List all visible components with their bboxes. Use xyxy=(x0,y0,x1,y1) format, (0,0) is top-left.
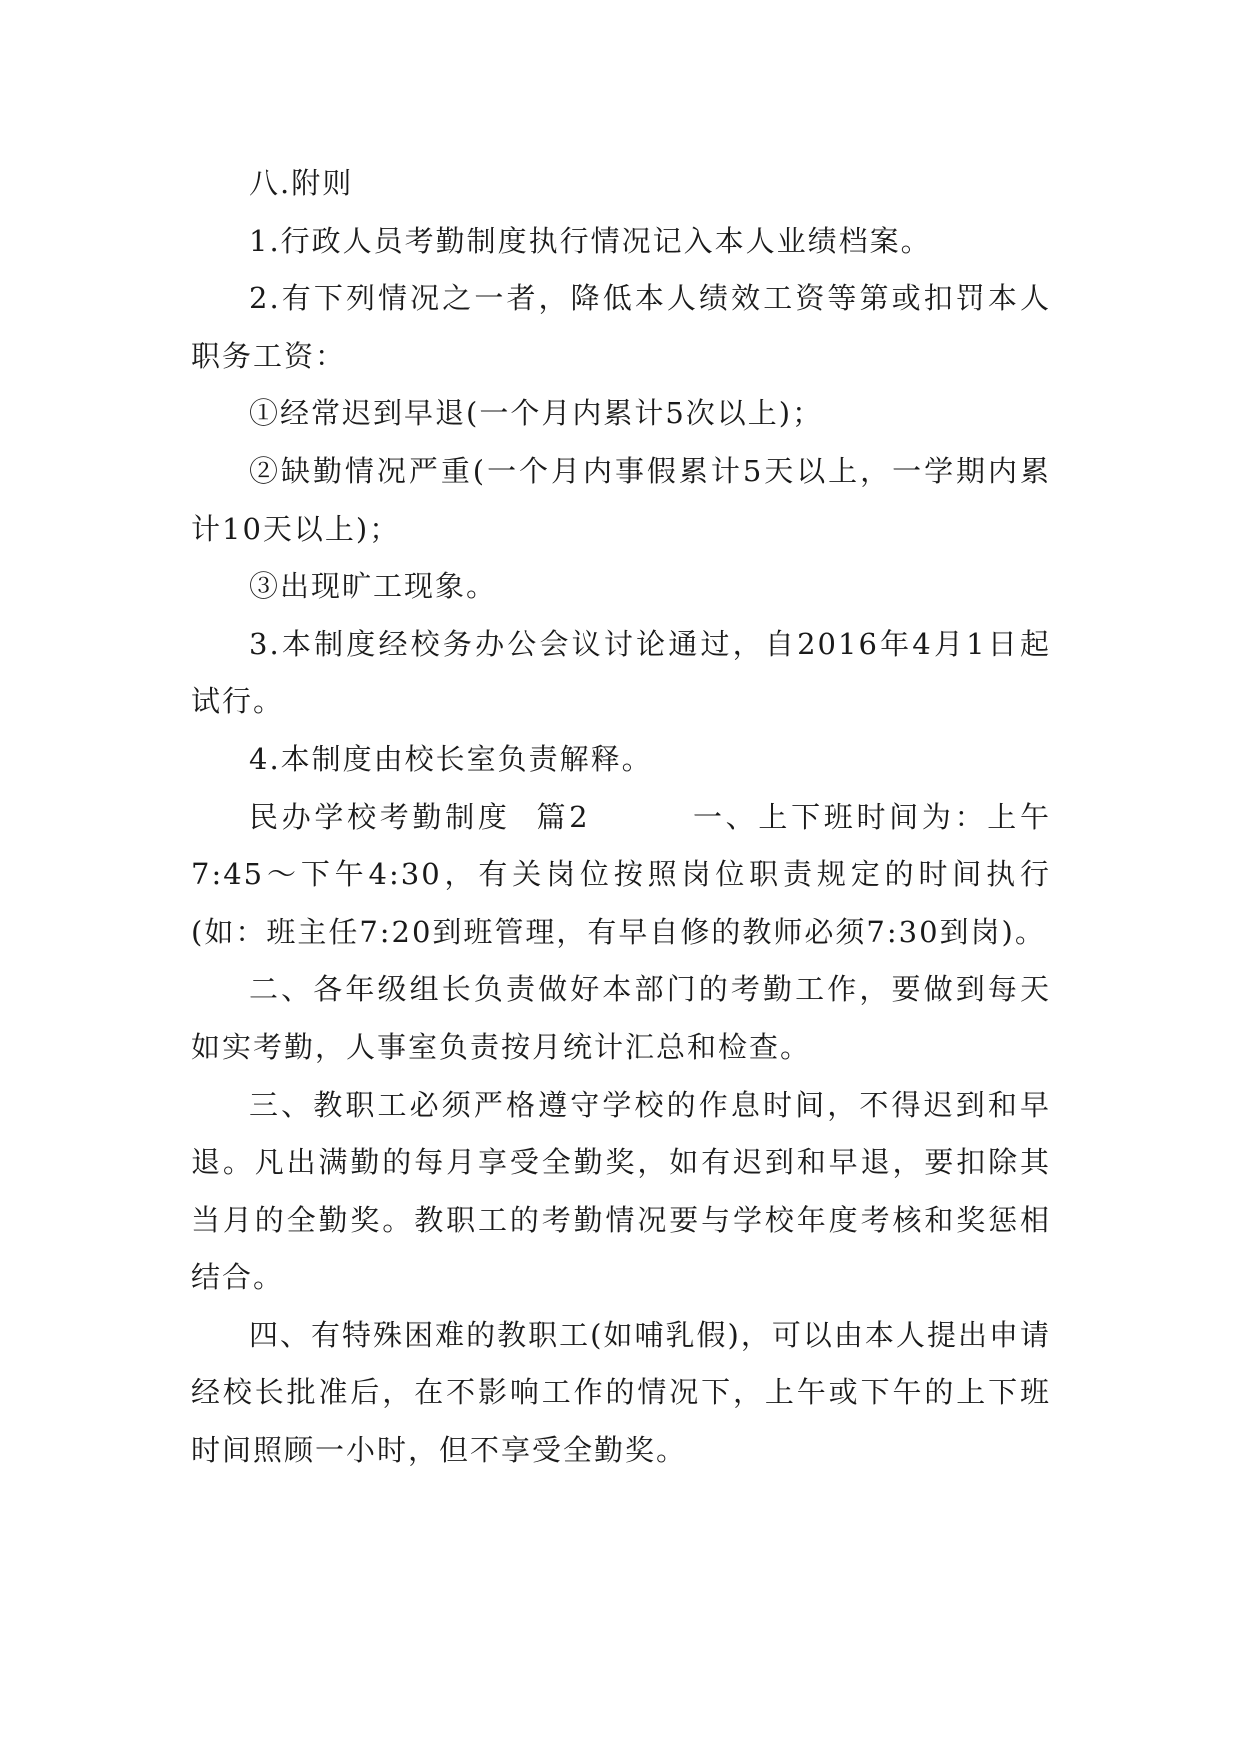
list-item: ①经常迟到早退(一个月内累计5次以上)； xyxy=(249,396,824,431)
paragraph: 三、教职工必须严格遵守学校的作息时间，不得迟到和早退。凡出满勤的每月享受全勤奖，如有迟到和早退，要扣除其当月的全勤奖。教职工的考勤情况要与学校年度考核和奖惩相结合。 xyxy=(191,1087,1051,1295)
paragraph: 二、各年级组长负责做好本部门的考勤工作，要做到每天如实考勤，人事室负责按月统计汇总和检查。 xyxy=(191,972,1051,1064)
paragraph: 3.本制度经校务办公会议讨论通过，自2016年4月1日起试行。 xyxy=(191,626,1051,719)
document-body xyxy=(191,155,1051,1480)
paragraph: 2.有下列情况之一者，降低本人绩效工资等第或扣罚本人职务工资： xyxy=(191,281,1051,373)
paragraph: 四、有特殊困难的教职工(如哺乳假)，可以由本人提出申请经校长批准后，在不影响工作的情况下，上午或下午的上下班时间照顾一小时，但不享受全勤奖。 xyxy=(191,1317,1051,1468)
paragraph: 民办学校考勤制度 篇2 一、上下班时间为：上午7:45～下午4:30，有关岗位按照岗位职责规定的时间执行(如：班主任7:20到班管理，有早自修的教师必须7:30到岗)。 xyxy=(191,799,1051,949)
list-item: ②缺勤情况严重(一个月内事假累计5天以上，一学期内累计10天以上)； xyxy=(191,453,1051,546)
paragraph: 4.本制度由校长室负责解释。 xyxy=(249,741,653,776)
list-item: ③出现旷工现象。 xyxy=(249,569,498,604)
section-heading-appendix: 八.附则 xyxy=(249,166,354,200)
paragraph: 1.行政人员考勤制度执行情况记入本人业绩档案。 xyxy=(249,223,932,258)
